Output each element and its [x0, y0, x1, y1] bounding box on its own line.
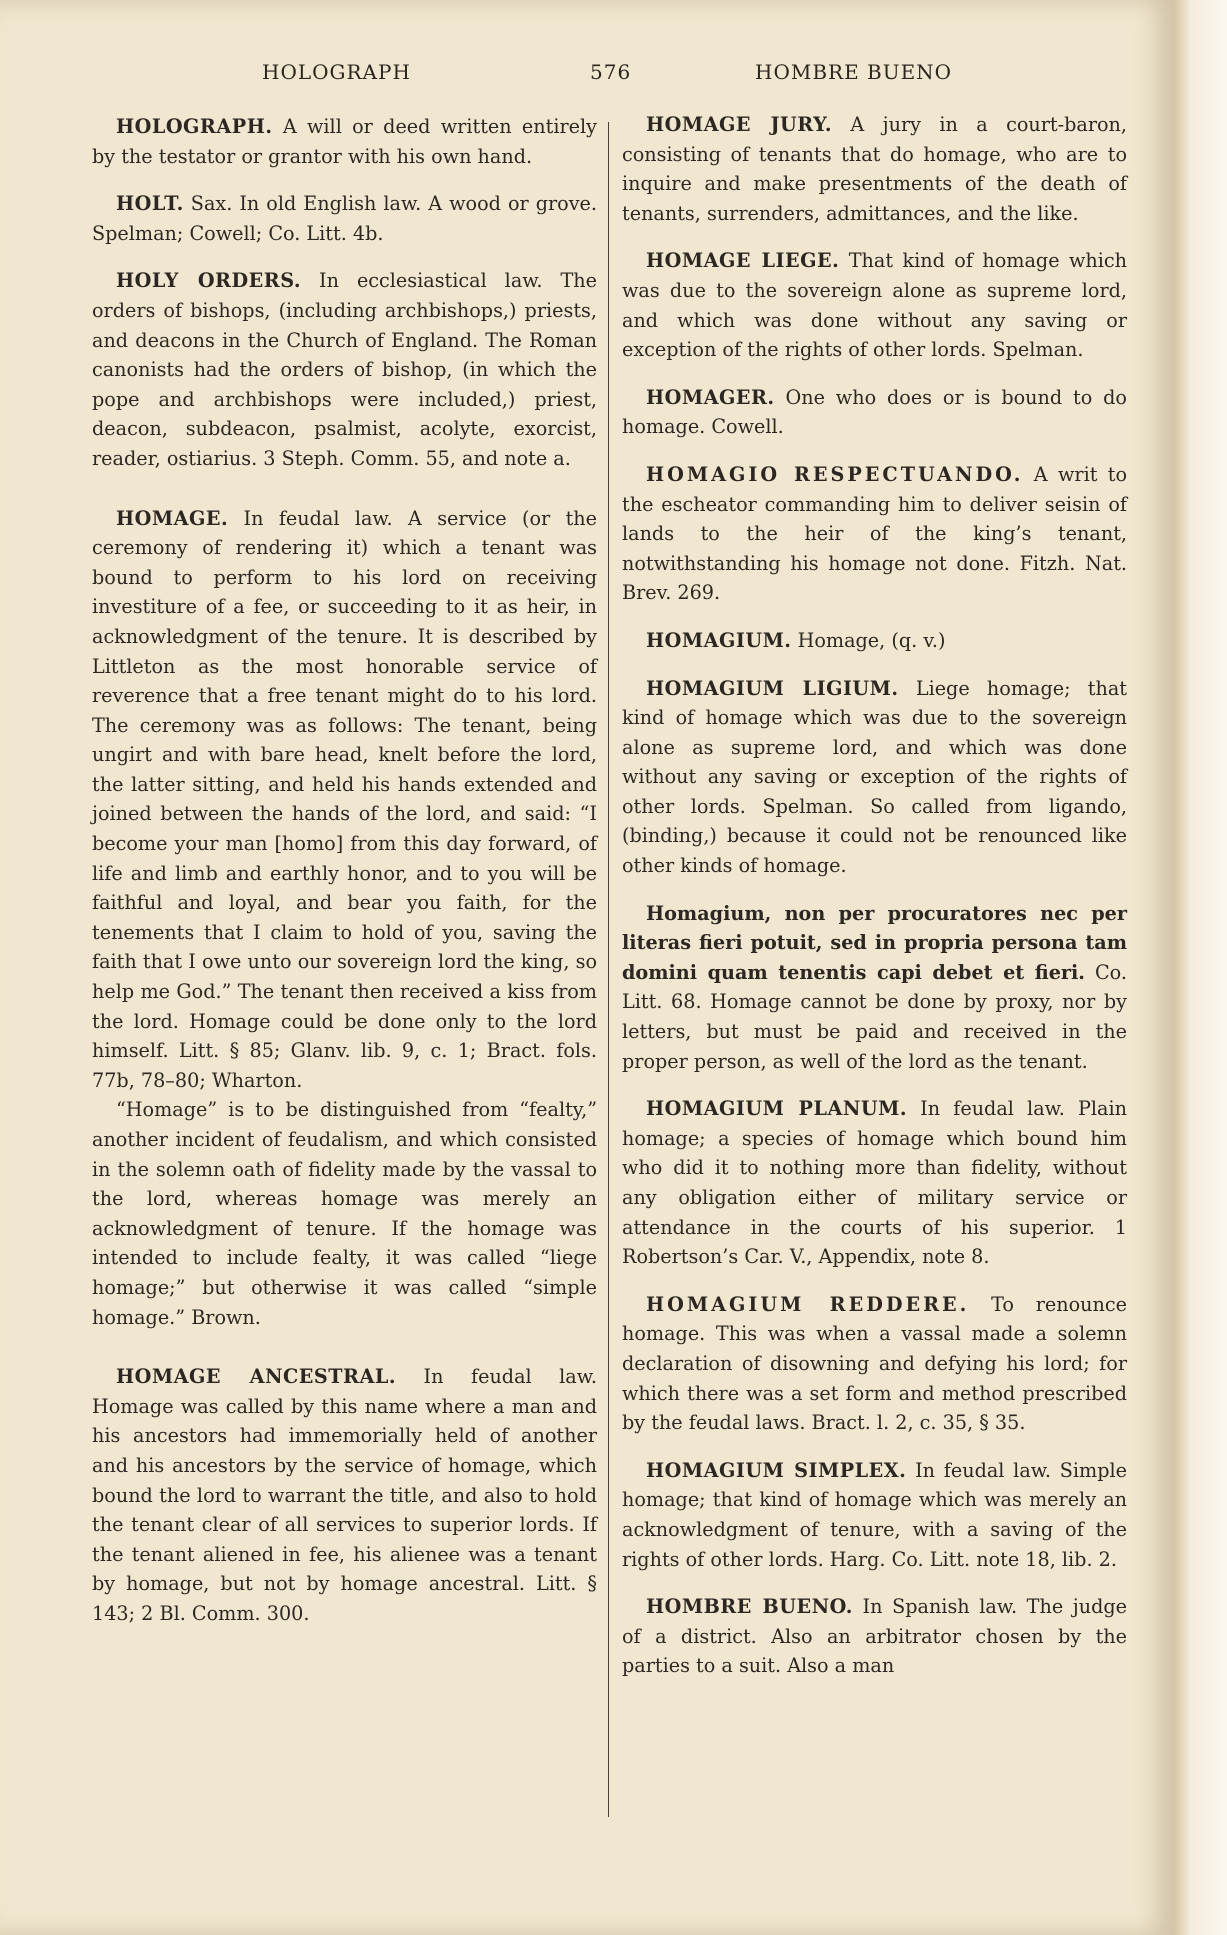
- headword: HOMAGIO RESPECTUANDO.: [646, 462, 1024, 486]
- entry-homagio-respectuando: [622, 460, 1127, 608]
- entry-homagium-simplex: [622, 1456, 1127, 1574]
- page-edge: [1175, 0, 1227, 1935]
- entry-homage-jury: [622, 110, 1127, 228]
- headword: HOLT.: [116, 192, 184, 216]
- definition: One who does or is bound to do homage. Cowell.: [622, 385, 1127, 439]
- entry-holograph: [92, 112, 597, 171]
- entry-homage: [92, 504, 597, 1333]
- definition: Liege homage; that kind of homage which was due to the sovereign alone as supreme lord, and which was done without any saving or exception of the rights of other lords. Spelman. So called from ligando, (binding,) because it could not be renounced like other kinds of homage.: [622, 676, 1128, 878]
- definition: Sax. In old English law. A wood or grove. Spelman; Cowell; Co. Litt. 4b.: [92, 192, 597, 245]
- maxim-translation: Co. Litt. 68. Homage cannot be done by proxy, nor by letters, but must be paid and received in the proper person, as well of the lord as the tenant.: [622, 960, 1127, 1073]
- entry-holy-orders: [92, 266, 597, 473]
- definition: That kind of homage which was due to the sovereign alone as supreme lord, and which was done without any saving or exception of the rights of other lords. Spelman.: [622, 249, 1127, 362]
- entry-holt: [92, 189, 597, 248]
- definition: In Spanish law. The judge of a district. Also an arbitrator chosen by the parties to a suit. Also a man: [622, 1595, 1127, 1678]
- headword: HOMAGIUM PLANUM.: [646, 1097, 908, 1121]
- entry-homagium: [622, 626, 1127, 656]
- headword: HOLOGRAPH.: [116, 115, 273, 138]
- definition: In ecclesiastical law. The orders of bishops, (including archbishops,) priests, and deacons in the Church of England. The Roman canonists had the orders of bishop, (in which the pope and archbishops were included,) priest, deacon, subdeacon, psalmist, acolyte, exorcist, reader, ostiarius. 3 Steph. Comm. 55, and note a.: [92, 269, 597, 470]
- left-column: [92, 112, 597, 1647]
- entry-homagium-ligium: [622, 674, 1127, 881]
- definition: In feudal law. A service (or the ceremony of rendering it) which a tenant was bound to perform to his lord on receiving investiture of a fee, or succeeding to it as heir, in acknowledgment of the tenure. It is described by Littleton as the most honorable service of reverence that a free tenant might do to his lord. The ceremony was as follows: The tenant, being ungirt and with bare head, knelt before the lord, the latter sitting, and held his hands extended and joined between the hands of the lord, and said: “I become your man [homo] from this day forward, of life and limb and earthly honor, and to you will be faithful and loyal, and bear you faith, for the tenements that I claim to hold of you, saving the faith that I owe unto our sovereign lord the king, so help me God.” The tenant then received a kiss from the lord. Homage could be done only to the lord himself. Litt. § 85; Glanv. lib. 9, c. 1; Bract. fols. 77b, 78–80; Wharton.: [92, 506, 597, 1092]
- headword: HOLY ORDERS.: [116, 269, 302, 293]
- definition: A jury in a court-baron, consisting of tenants that do homage, who are to inquire and make presentments of the death of tenants, surrenders, admittances, and the like.: [622, 113, 1127, 225]
- entry-homagium-planum: [622, 1094, 1127, 1272]
- headword: HOMAGIUM.: [646, 628, 792, 652]
- right-column: [622, 110, 1127, 1699]
- entry-homager: [622, 383, 1127, 442]
- definition: A will or deed written entirely by the testator or grantor with his own hand.: [92, 115, 597, 168]
- column-divider: [608, 122, 609, 1817]
- headword: HOMBRE BUENO.: [646, 1595, 853, 1619]
- headword: HOMAGIUM REDDERE.: [646, 1292, 970, 1316]
- headword: HOMAGIUM LIGIUM.: [646, 676, 899, 700]
- running-header: [0, 60, 1175, 90]
- definition: In feudal law. Homage was called by this name where a man and his ancestors had immemorially held of another and his ancestors by the service of homage, which bound the lord to warrant the title, and also to hold the tenant clear of all services to superior lords. If the tenant aliened in fee, his alienee was a tenant by homage, but not by homage ancestral. Litt. § 143; 2 Bl. Comm. 300.: [92, 1365, 597, 1625]
- entry-homagium-reddere: [622, 1290, 1127, 1438]
- entry-hombre-bueno: [622, 1592, 1127, 1681]
- entry-homage-ancestral: [92, 1362, 597, 1628]
- header-right-guideword: HOMBRE BUENO: [755, 60, 953, 84]
- headword: HOMAGE.: [116, 506, 229, 530]
- entry-homagium-maxim: [622, 899, 1127, 1077]
- definition: In feudal law. Simple homage; that kind of homage which was merely an acknowledgment of tenure, with a saving of the rights of other lords. Harg. Co. Litt. note 18, lib. 2.: [622, 1458, 1127, 1571]
- page-number: 576: [590, 60, 632, 84]
- definition-continued: “Homage” is to be distinguished from “fealty,” another incident of feudalism, and which consisted in the solemn oath of fidelity made by the vassal to the lord, whereas homage was merely an acknowledgment of tenure. If the homage was intended to include fealty, it was called “liege homage;” but otherwise it was called “simple homage.” Brown.: [92, 1098, 597, 1329]
- definition: To renounce homage. This was when a vassal made a solemn declaration of disowning and defying his lord; for which there was a set form and method prescribed by the feudal laws. Bract. l. 2, c. 35, § 35.: [622, 1292, 1127, 1435]
- headword: HOMAGIUM SIMPLEX.: [646, 1458, 907, 1482]
- definition: Homage, (q. v.): [797, 628, 946, 652]
- definition: A writ to the escheator commanding him to deliver seisin of lands to the heir of the king’s tenant, notwithstanding his homage not done. Fitzh. Nat. Brev. 269.: [622, 462, 1128, 605]
- headword: HOMAGE ANCESTRAL.: [116, 1365, 397, 1389]
- headword: HOMAGE JURY.: [646, 113, 833, 136]
- entry-homage-liege: [622, 246, 1127, 364]
- headword: HOMAGE LIEGE.: [646, 249, 840, 273]
- headword: HOMAGER.: [646, 385, 775, 409]
- header-left-guideword: HOLOGRAPH: [262, 60, 411, 84]
- definition: In feudal law. Plain homage; a species of homage which bound him who did it to nothing more than fidelity, without any obligation either of military service or attendance in the courts of his superior. 1 Robertson’s Car. V., Appendix, note 8.: [622, 1097, 1127, 1269]
- latin-maxim: Homagium, non per procuratores nec per literas fieri potuit, sed in propria persona tam domini quam tenentis capi debet et fieri.: [622, 901, 1127, 984]
- text-columns: [92, 112, 1142, 1812]
